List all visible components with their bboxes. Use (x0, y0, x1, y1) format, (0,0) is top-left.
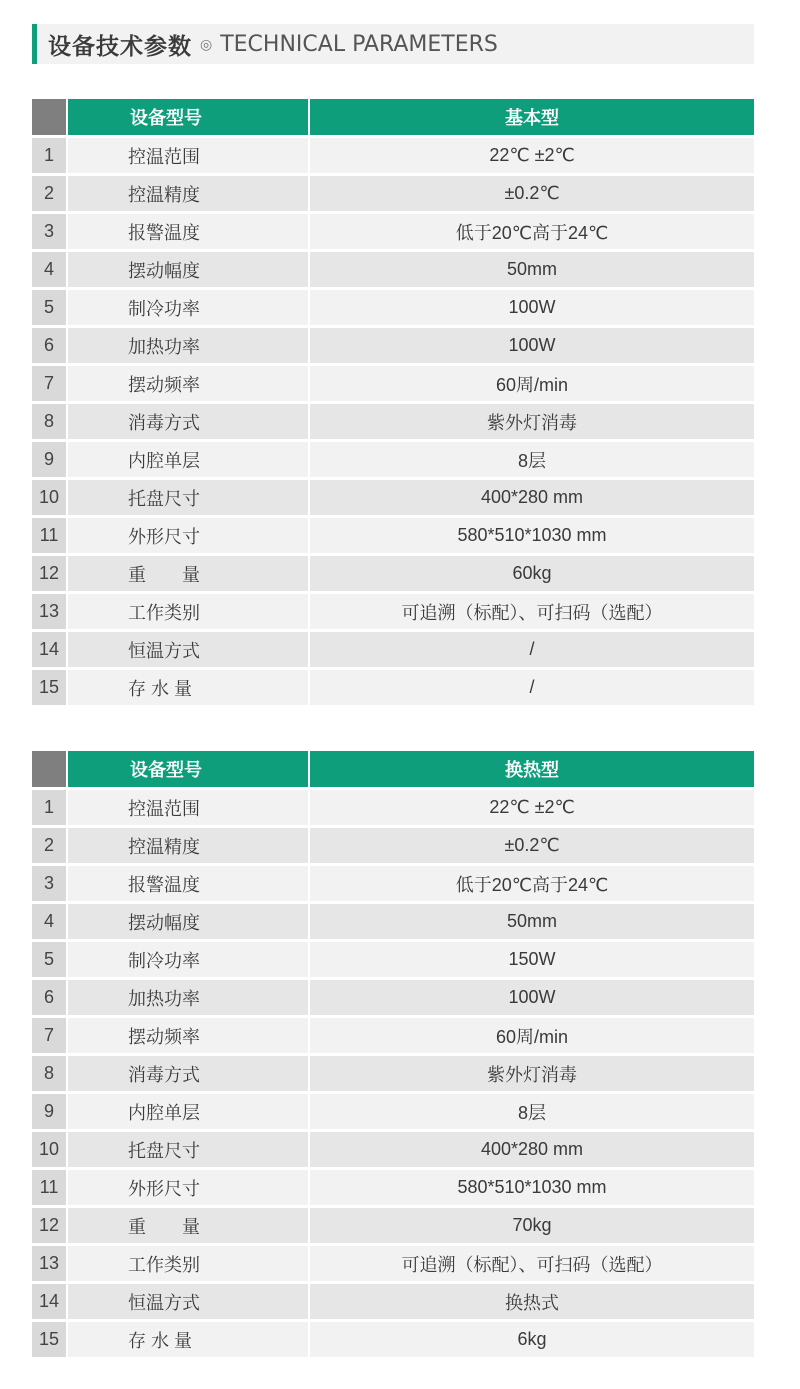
parameter-value: 150W (310, 942, 754, 980)
table-row (32, 1208, 754, 1246)
row-number: 8 (32, 404, 68, 442)
table-row (32, 1056, 754, 1094)
table-row (32, 176, 754, 214)
row-number: 15 (32, 670, 68, 708)
table-row (32, 328, 754, 366)
parameter-name: 重 量 (68, 1208, 310, 1246)
row-number: 10 (32, 480, 68, 518)
table-row (32, 1322, 754, 1360)
parameter-value: ±0.2℃ (310, 176, 754, 214)
table-row (32, 1284, 754, 1322)
row-number: 3 (32, 214, 68, 252)
parameter-value: 50mm (310, 252, 754, 290)
parameter-name: 控温范围 (68, 790, 310, 828)
row-number: 11 (32, 1170, 68, 1208)
row-number: 3 (32, 866, 68, 904)
row-number: 4 (32, 904, 68, 942)
parameter-value: 低于20℃高于24℃ (310, 866, 754, 904)
parameter-name: 内腔单层 (68, 442, 310, 480)
spec-table-heat-exchange (32, 751, 754, 1360)
table-row (32, 442, 754, 480)
table-row (32, 252, 754, 290)
table-row (32, 138, 754, 176)
row-number: 6 (32, 980, 68, 1018)
table-row (32, 290, 754, 328)
parameter-name: 控温精度 (68, 176, 310, 214)
parameter-name: 摆动幅度 (68, 904, 310, 942)
table-row (32, 556, 754, 594)
row-number: 10 (32, 1132, 68, 1170)
row-number: 11 (32, 518, 68, 556)
parameter-name: 工作类别 (68, 594, 310, 632)
parameter-value: 580*510*1030 mm (310, 1170, 754, 1208)
parameter-value: 换热式 (310, 1284, 754, 1322)
parameter-value: 50mm (310, 904, 754, 942)
parameter-value: 100W (310, 328, 754, 366)
parameter-name: 制冷功率 (68, 942, 310, 980)
parameter-name: 工作类别 (68, 1246, 310, 1284)
parameter-name: 恒温方式 (68, 632, 310, 670)
parameter-value: 100W (310, 290, 754, 328)
table-row (32, 632, 754, 670)
row-number: 1 (32, 790, 68, 828)
parameter-name: 制冷功率 (68, 290, 310, 328)
parameter-value: 可追溯（标配）、可扫码（选配） (310, 594, 754, 632)
parameter-name: 报警温度 (68, 866, 310, 904)
row-number: 14 (32, 632, 68, 670)
parameter-name: 摆动频率 (68, 1018, 310, 1056)
table-row (32, 904, 754, 942)
row-number: 7 (32, 366, 68, 404)
row-number: 13 (32, 1246, 68, 1284)
table-row (32, 594, 754, 632)
table-row (32, 866, 754, 904)
circle-separator-icon: ◎ (200, 35, 213, 52)
parameter-value: 低于20℃高于24℃ (310, 214, 754, 252)
section-title-cn: 设备技术参数 (48, 32, 192, 59)
row-number: 4 (32, 252, 68, 290)
parameter-value: 60kg (310, 556, 754, 594)
row-number: 9 (32, 442, 68, 480)
parameter-value: 紫外灯消毒 (310, 1056, 754, 1094)
parameter-value: 紫外灯消毒 (310, 404, 754, 442)
parameter-name: 摆动频率 (68, 366, 310, 404)
accent-bar (32, 24, 37, 64)
row-number: 6 (32, 328, 68, 366)
parameter-name: 加热功率 (68, 328, 310, 366)
parameter-name: 存 水 量 (68, 1322, 310, 1360)
parameter-name: 外形尺寸 (68, 1170, 310, 1208)
parameter-value: 22℃ ±2℃ (310, 138, 754, 176)
table-row (32, 670, 754, 708)
parameter-value: 6kg (310, 1322, 754, 1360)
parameter-name: 外形尺寸 (68, 518, 310, 556)
parameter-name: 加热功率 (68, 980, 310, 1018)
model-label-header: 设备型号 (68, 751, 310, 790)
table-row (32, 1246, 754, 1284)
table-row (32, 366, 754, 404)
parameter-value: 60周/min (310, 366, 754, 404)
parameter-value: 100W (310, 980, 754, 1018)
row-number: 14 (32, 1284, 68, 1322)
parameter-name: 存 水 量 (68, 670, 310, 708)
number-column-header (32, 99, 68, 138)
parameter-value: 400*280 mm (310, 480, 754, 518)
row-number: 5 (32, 290, 68, 328)
parameter-name: 摆动幅度 (68, 252, 310, 290)
parameter-value: 580*510*1030 mm (310, 518, 754, 556)
parameter-name: 重 量 (68, 556, 310, 594)
parameter-name: 消毒方式 (68, 404, 310, 442)
parameter-value: 400*280 mm (310, 1132, 754, 1170)
row-number: 1 (32, 138, 68, 176)
parameter-name: 报警温度 (68, 214, 310, 252)
number-column-header (32, 751, 68, 790)
parameter-value: 22℃ ±2℃ (310, 790, 754, 828)
parameter-name: 托盘尺寸 (68, 1132, 310, 1170)
parameter-value: 8层 (310, 442, 754, 480)
table-row (32, 404, 754, 442)
row-number: 13 (32, 594, 68, 632)
model-label-header: 设备型号 (68, 99, 310, 138)
row-number: 8 (32, 1056, 68, 1094)
parameter-name: 控温范围 (68, 138, 310, 176)
row-number: 2 (32, 828, 68, 866)
table-row (32, 518, 754, 556)
table-row (32, 1132, 754, 1170)
row-number: 5 (32, 942, 68, 980)
table-header-row (32, 99, 754, 138)
table-row (32, 480, 754, 518)
parameter-value: / (310, 670, 754, 708)
model-value-header: 换热型 (310, 751, 754, 790)
parameter-value: 8层 (310, 1094, 754, 1132)
parameter-value: 60周/min (310, 1018, 754, 1056)
table-header-row (32, 751, 754, 790)
parameter-name: 控温精度 (68, 828, 310, 866)
parameter-value: / (310, 632, 754, 670)
table-row (32, 942, 754, 980)
row-number: 12 (32, 556, 68, 594)
row-number: 7 (32, 1018, 68, 1056)
row-number: 15 (32, 1322, 68, 1360)
parameter-value: 70kg (310, 1208, 754, 1246)
parameter-name: 消毒方式 (68, 1056, 310, 1094)
table-row (32, 1170, 754, 1208)
spec-table-basic (32, 99, 754, 708)
table-row (32, 828, 754, 866)
table-row (32, 1018, 754, 1056)
table-row (32, 790, 754, 828)
table-row (32, 980, 754, 1018)
parameter-name: 托盘尺寸 (68, 480, 310, 518)
row-number: 12 (32, 1208, 68, 1246)
parameter-value: ±0.2℃ (310, 828, 754, 866)
parameter-name: 恒温方式 (68, 1284, 310, 1322)
parameter-value: 可追溯（标配）、可扫码（选配） (310, 1246, 754, 1284)
table-row (32, 214, 754, 252)
section-header (32, 24, 754, 64)
model-value-header: 基本型 (310, 99, 754, 138)
row-number: 2 (32, 176, 68, 214)
section-title-en: TECHNICAL PARAMETERS (220, 31, 498, 57)
table-row (32, 1094, 754, 1132)
parameter-name: 内腔单层 (68, 1094, 310, 1132)
row-number: 9 (32, 1094, 68, 1132)
